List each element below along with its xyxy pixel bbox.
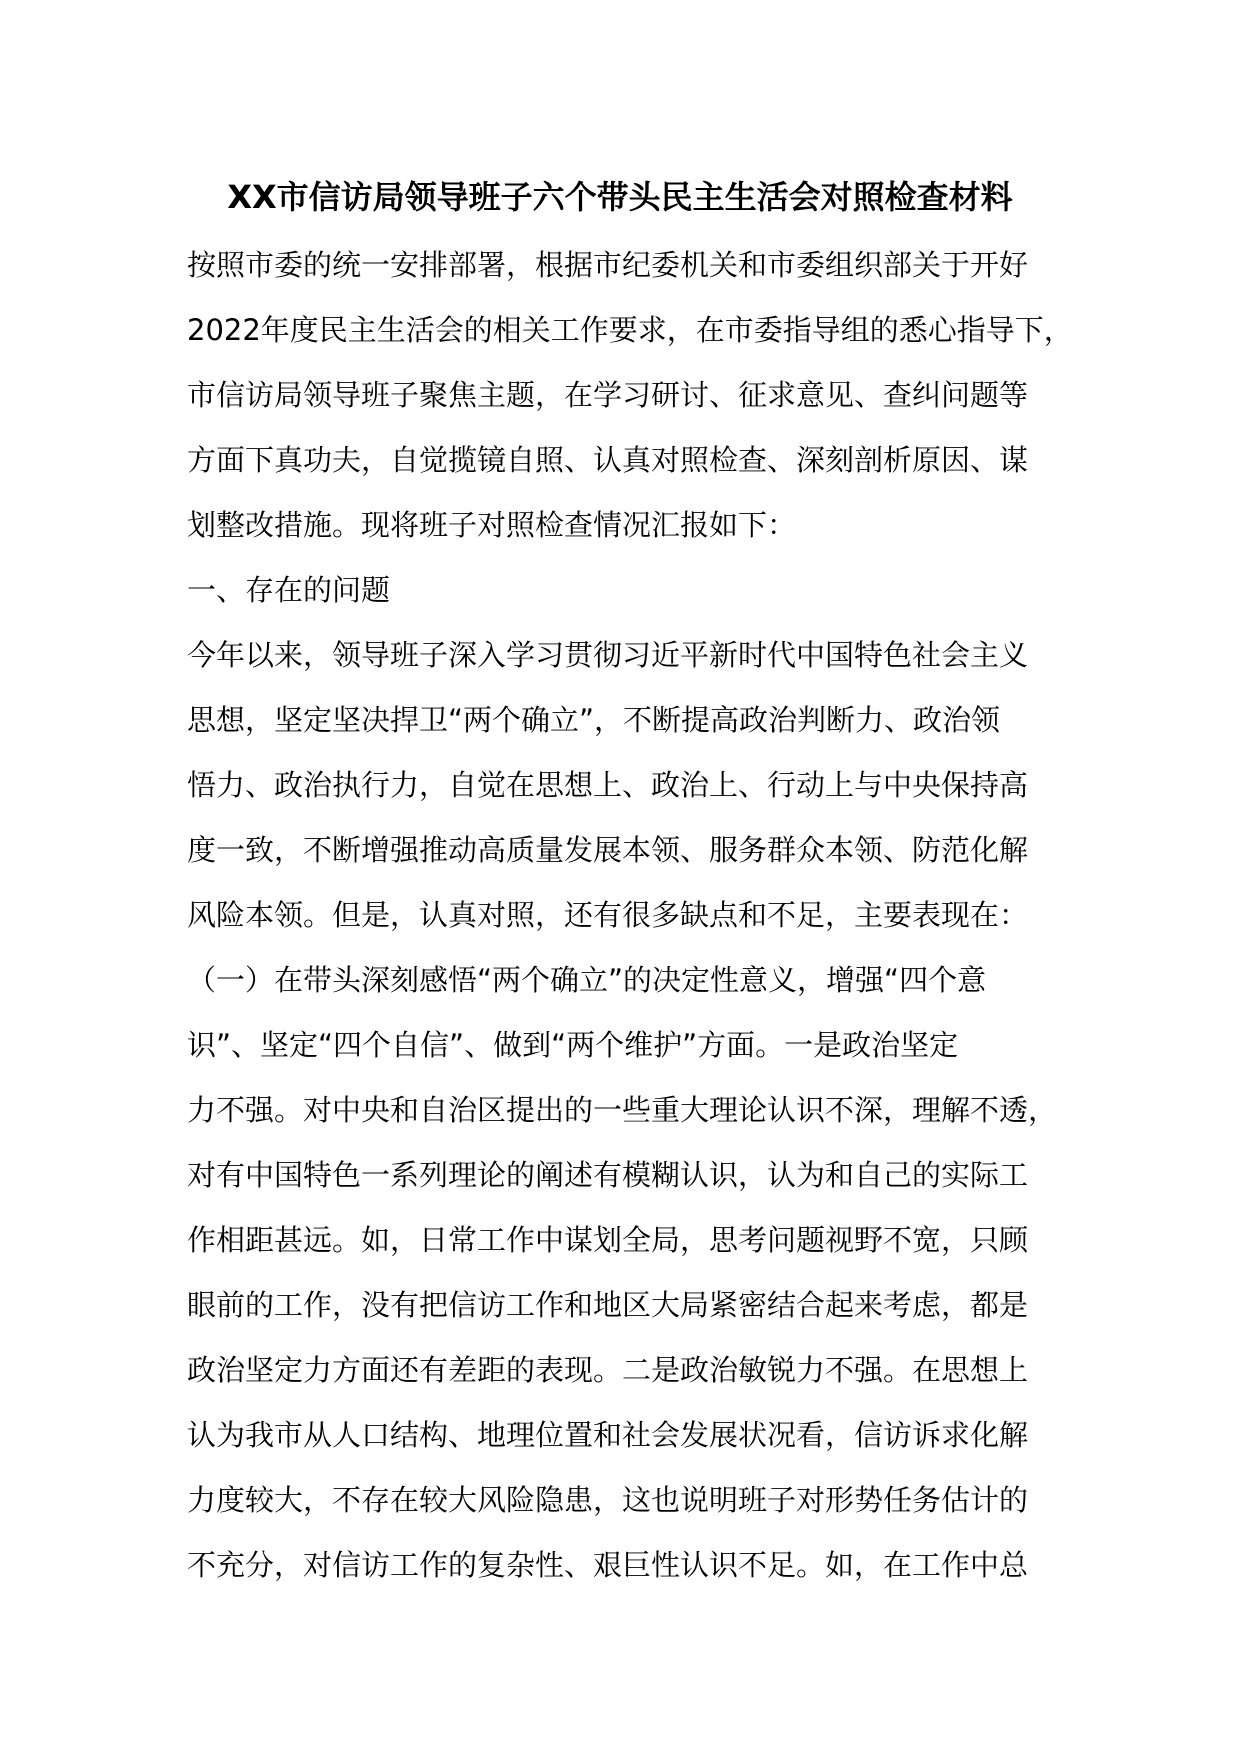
text-line: 眼前的工作，没有把信访工作和地区大局紧密结合起来考虑，都是 xyxy=(187,1288,1029,1322)
text-line: 方面下真功夫，自觉揽镜自照、认真对照检查、深刻剖析原因、谋 xyxy=(187,443,1029,477)
text-line: 2022年度民主生活会的相关工作要求，在市委指导组的悉心指导下， xyxy=(187,313,1073,347)
section-heading: 一、存在的问题 xyxy=(187,573,391,607)
subsection-line: （一）在带头深刻感悟“两个确立”的决定性意义，增强“四个意 xyxy=(187,963,987,997)
text-line: 划整改措施。现将班子对照检查情况汇报如下： xyxy=(187,508,797,542)
text-line: 思想，坚定坚决捍卫“两个确立”，不断提高政治判断力、政治领 xyxy=(187,703,1001,737)
text-line: 政治坚定力方面还有差距的表现。二是政治敏锐力不强。在思想上 xyxy=(187,1353,1029,1387)
text-line: 今年以来，领导班子深入学习贯彻习近平新时代中国特色社会主义 xyxy=(187,638,1029,672)
text-line: 悟力、政治执行力，自觉在思想上、政治上、行动上与中央保持高 xyxy=(187,768,1029,802)
document-title: XX市信访局领导班子六个带头民主生活会对照检查材料 xyxy=(227,178,1013,216)
text-line: 不充分，对信访工作的复杂性、艰巨性认识不足。如，在工作中总 xyxy=(187,1548,1029,1582)
text-line: 市信访局领导班子聚焦主题，在学习研讨、征求意见、查纠问题等 xyxy=(187,378,1029,412)
text-line: 风险本领。但是，认真对照，还有很多缺点和不足，主要表现在： xyxy=(187,898,1029,932)
text-line: 认为我市从人口结构、地理位置和社会发展状况看，信访诉求化解 xyxy=(187,1418,1029,1452)
text-line: 识”、坚定“四个自信”、做到“两个维护”方面。一是政治坚定 xyxy=(187,1028,959,1062)
document-body xyxy=(187,233,1087,1598)
text-line: 对有中国特色一系列理论的阐述有模糊认识，认为和自己的实际工 xyxy=(187,1158,1029,1192)
text-line: 度一致，不断增强推动高质量发展本领、服务群众本领、防范化解 xyxy=(187,833,1029,867)
text-line: 按照市委的统一安排部署，根据市纪委机关和市委组织部关于开好 xyxy=(187,248,1029,282)
text-line: 力度较大，不存在较大风险隐患，这也说明班子对形势任务估计的 xyxy=(187,1483,1029,1517)
text-line: 力不强。对中央和自治区提出的一些重大理论认识不深，理解不透， xyxy=(187,1093,1058,1127)
text-line: 作相距甚远。如，日常工作中谋划全局，思考问题视野不宽，只顾 xyxy=(187,1223,1029,1257)
